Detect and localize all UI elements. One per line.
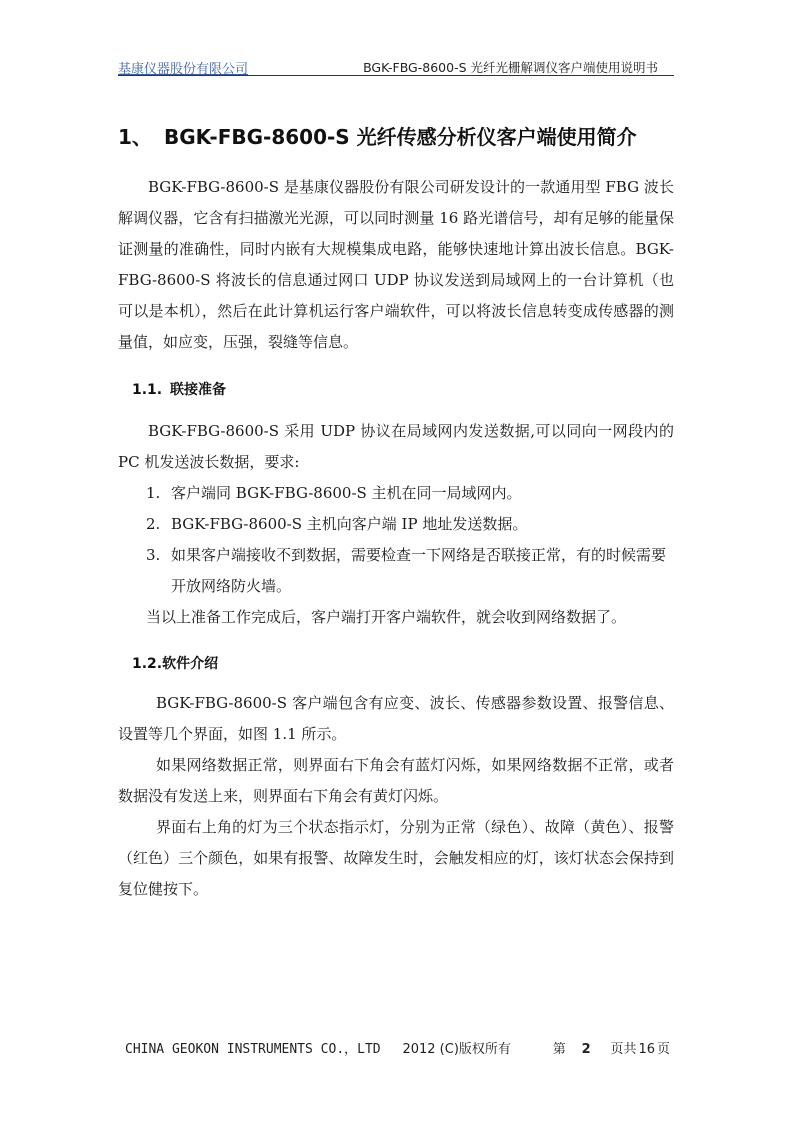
- section-1-2-title: 软件介绍: [162, 656, 219, 672]
- section-1-1-intro-text: BGK-FBG-8600-S 采用 UDP 协议在局域网内发送数据,可以同向一网段内的 PC 机发送波长数据，要求:: [118, 422, 674, 471]
- list-item-text: 如果客户端接收不到数据，需要检查一下网络是否联接正常，有的时候需要开放网络防火墙。: [171, 546, 667, 595]
- footer-page-prefix: 第: [552, 1042, 566, 1057]
- list-item: [146, 478, 674, 509]
- footer-page-mid: 页共: [610, 1042, 637, 1057]
- requirements-list: [146, 478, 674, 602]
- page-footer: [125, 1038, 670, 1057]
- footer-page-suffix: 页: [657, 1042, 671, 1057]
- section-1-1-number: 1.1.: [132, 382, 163, 398]
- footer-company: CHINA GEOKON INSTRUMENTS CO.，LTD: [125, 1042, 381, 1057]
- section-1-intro: [118, 172, 674, 358]
- footer-page-number: 2: [581, 1042, 591, 1057]
- section-1-intro-text: BGK-FBG-8600-S 是基康仪器股份有限公司研发设计的一款通用型 FBG 波长解调仪器，它含有扫描激光光源，可以同时测量 16 路光谱信号，却有足够的能量保证测量的准确性，同时内嵌有大规模集成电路，能够快速地计算出波长信息。BGK-FBG-8600-S 将波长的信息通过网口 UDP 协议发送到局域网上的一台计算机（也可以是本机），然后在此计算机运行客户端软件，可以将波长信息转变成传感器的测量值，如应变，压强，裂缝等信息。: [118, 178, 674, 351]
- section-1-1-intro: [118, 416, 674, 478]
- footer-copyright: 2012 (C)版权所有: [402, 1042, 511, 1057]
- list-item-number: 3.: [146, 546, 161, 564]
- page-header: [118, 57, 674, 76]
- footer-total-pages: 16: [638, 1042, 656, 1057]
- header-company[interactable]: 基康仪器股份有限公司: [118, 62, 249, 77]
- list-item-number: 1.: [146, 484, 161, 502]
- section-1-heading: [118, 121, 637, 150]
- section-1-2-number: 1.2.: [132, 656, 163, 672]
- section-1-2-heading: [132, 653, 218, 673]
- list-item: [146, 540, 674, 602]
- list-item-text: 客户端同 BGK-FBG-8600-S 主机在同一局域网内。: [171, 484, 522, 502]
- list-item-text: BGK-FBG-8600-S 主机向客户端 IP 地址发送数据。: [171, 515, 528, 533]
- section-1-title: BGK-FBG-8600-S 光纤传感分析仪客户端使用简介: [164, 125, 637, 149]
- list-item: [146, 509, 674, 540]
- section-1-1-outro: [146, 602, 674, 633]
- section-1-2-p1: BGK-FBG-8600-S 客户端包含有应变、波长、传感器参数设置、报警信息、设置等几个界面，如图 1.1 所示。: [118, 694, 674, 743]
- section-1-1-heading: [132, 379, 226, 399]
- section-1-2-body: [118, 688, 674, 905]
- section-1-2-p2: 如果网络数据正常，则界面右下角会有蓝灯闪烁，如果网络数据不正常，或者数据没有发送上来，则界面右下角会有黄灯闪烁。: [118, 756, 674, 805]
- section-1-number: 1、: [118, 125, 152, 149]
- section-1-1-title: 联接准备: [170, 382, 226, 398]
- list-item-number: 2.: [146, 515, 161, 533]
- section-1-2-p3: 界面右上角的灯为三个状态指示灯，分别为正常（绿色）、故障（黄色）、报警（红色）三个颜色，如果有报警、故障发生时，会触发相应的灯，该灯状态会保持到复位健按下。: [118, 818, 674, 898]
- header-doc-title: BGK-FBG-8600-S 光纤光栅解调仪客户端使用说明书: [363, 60, 658, 75]
- section-1-1-outro-text: 当以上准备工作完成后，客户端打开客户端软件，就会收到网络数据了。: [146, 608, 627, 626]
